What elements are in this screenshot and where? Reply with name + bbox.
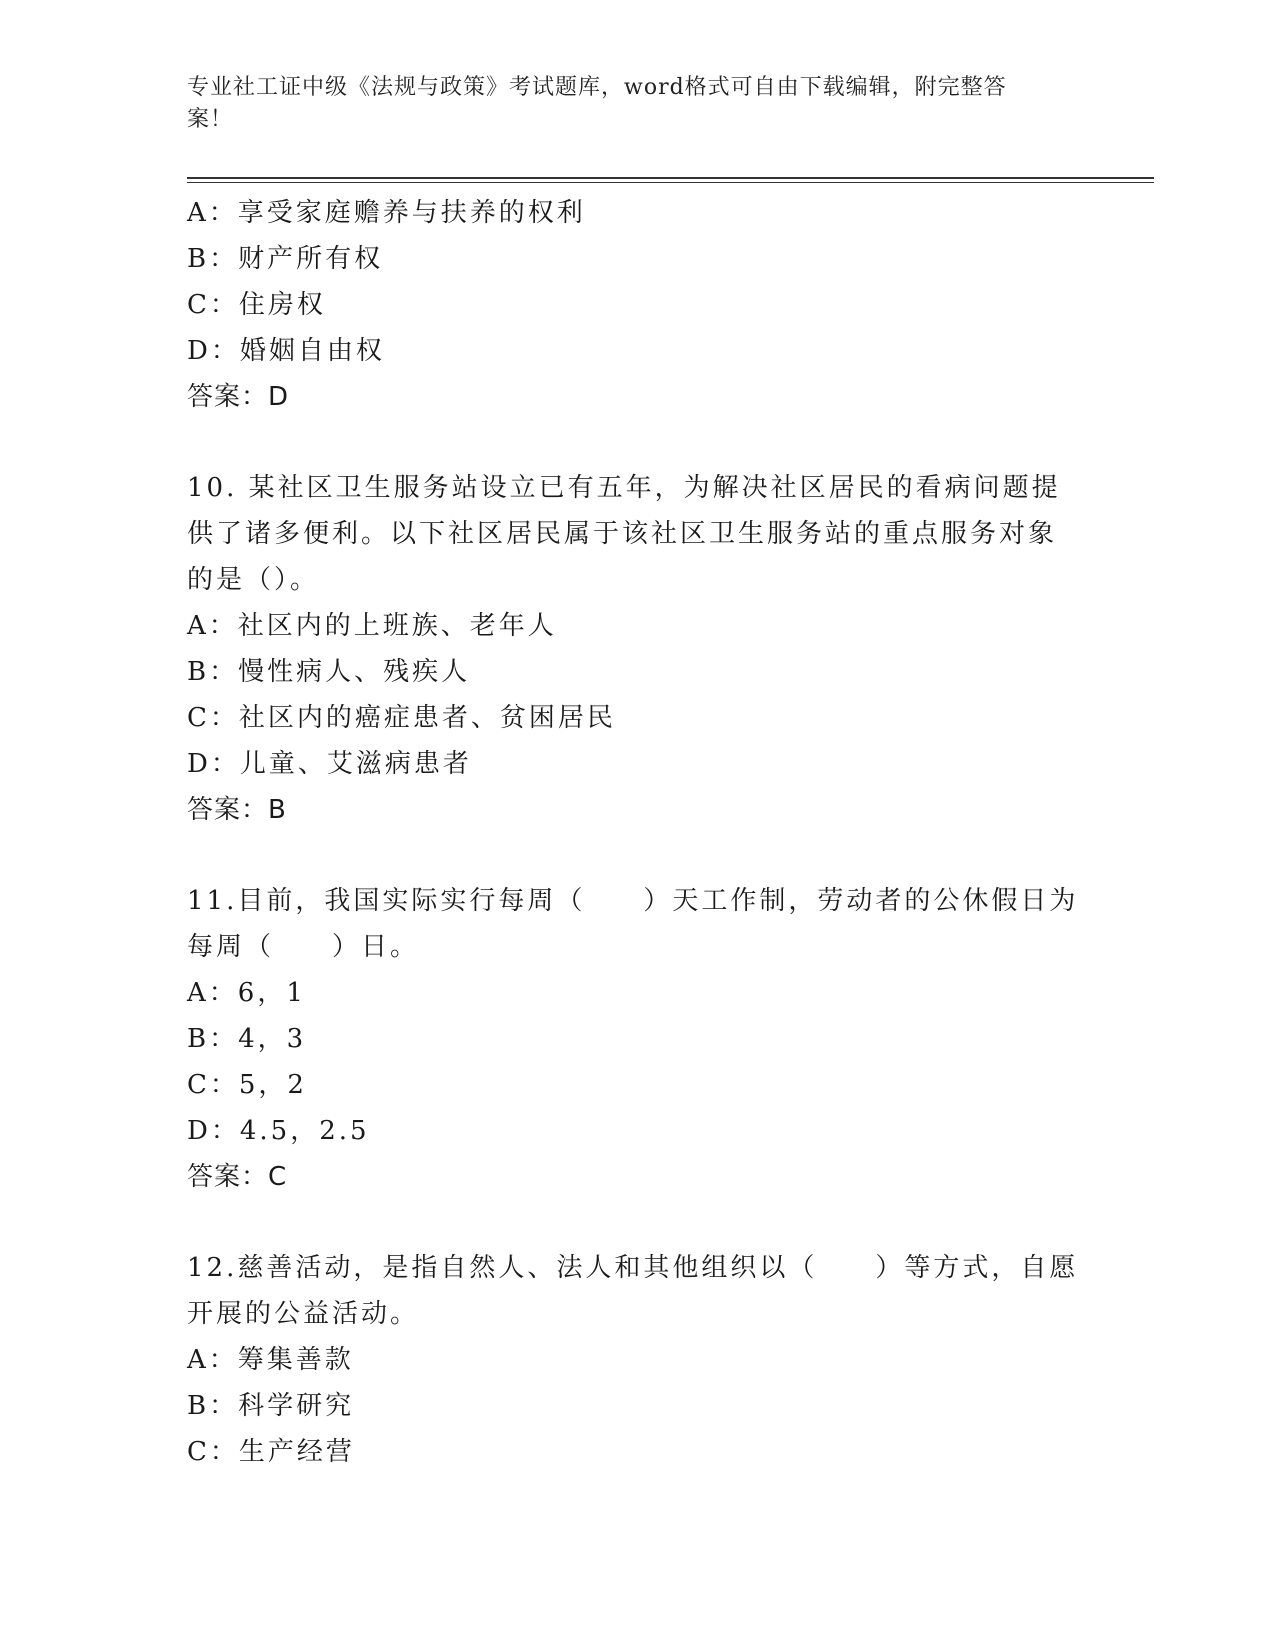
option-b: B：4，3 (187, 1024, 307, 1054)
answer: 答案：B (187, 795, 287, 825)
option-c: C：社区内的癌症患者、贫困居民 (187, 703, 616, 733)
header-line-2: 案！ (187, 107, 234, 132)
answer: 答案：C (187, 1162, 288, 1192)
document-header (187, 72, 1067, 136)
option-b: B：财产所有权 (187, 244, 384, 274)
option-c: C：生产经营 (187, 1437, 355, 1467)
header-line-1: 专业社工证中级《法规与政策》考试题库，word格式可自由下载编辑，附完整答 (187, 75, 1007, 100)
question-9 (187, 190, 1087, 420)
option-d: D：儿童、艾滋病患者 (187, 749, 472, 779)
spacer (187, 833, 1087, 878)
option-b: B：慢性病人、残疾人 (187, 657, 471, 687)
question-stem: 供了诸多便利。以下社区居民属于该社区卫生服务站的重点服务对象 (187, 519, 1058, 549)
question-stem: 的是（）。 (187, 565, 320, 595)
question-12 (187, 1245, 1087, 1475)
option-b: B：科学研究 (187, 1391, 355, 1421)
option-a: A：6，1 (187, 978, 306, 1008)
question-list (187, 190, 1087, 1475)
option-a: A：社区内的上班族、老年人 (187, 611, 557, 641)
answer: 答案：D (187, 382, 290, 412)
question-stem: 每周（ ）日。 (187, 932, 420, 962)
question-stem: 开展的公益活动。 (187, 1299, 420, 1329)
option-c: C：住房权 (187, 290, 326, 320)
question-10 (187, 465, 1087, 833)
option-d: D：婚姻自由权 (187, 336, 385, 366)
option-a: A：享受家庭赡养与扶养的权利 (187, 198, 586, 228)
option-c: C：5，2 (187, 1070, 307, 1100)
option-a: A：筹集善款 (187, 1345, 354, 1375)
spacer (187, 1200, 1087, 1245)
spacer (187, 420, 1087, 465)
header-divider (187, 177, 1154, 183)
question-stem: 12.慈善活动，是指自然人、法人和其他组织以（ ）等方式，自愿 (187, 1253, 1079, 1283)
question-stem: 10. 某社区卫生服务站设立已有五年，为解决社区居民的看病问题提 (187, 473, 1061, 503)
question-stem: 11.目前，我国实际实行每周（ ）天工作制，劳动者的公休假日为 (187, 886, 1079, 916)
question-11 (187, 878, 1087, 1200)
option-d: D：4.5，2.5 (187, 1116, 370, 1146)
